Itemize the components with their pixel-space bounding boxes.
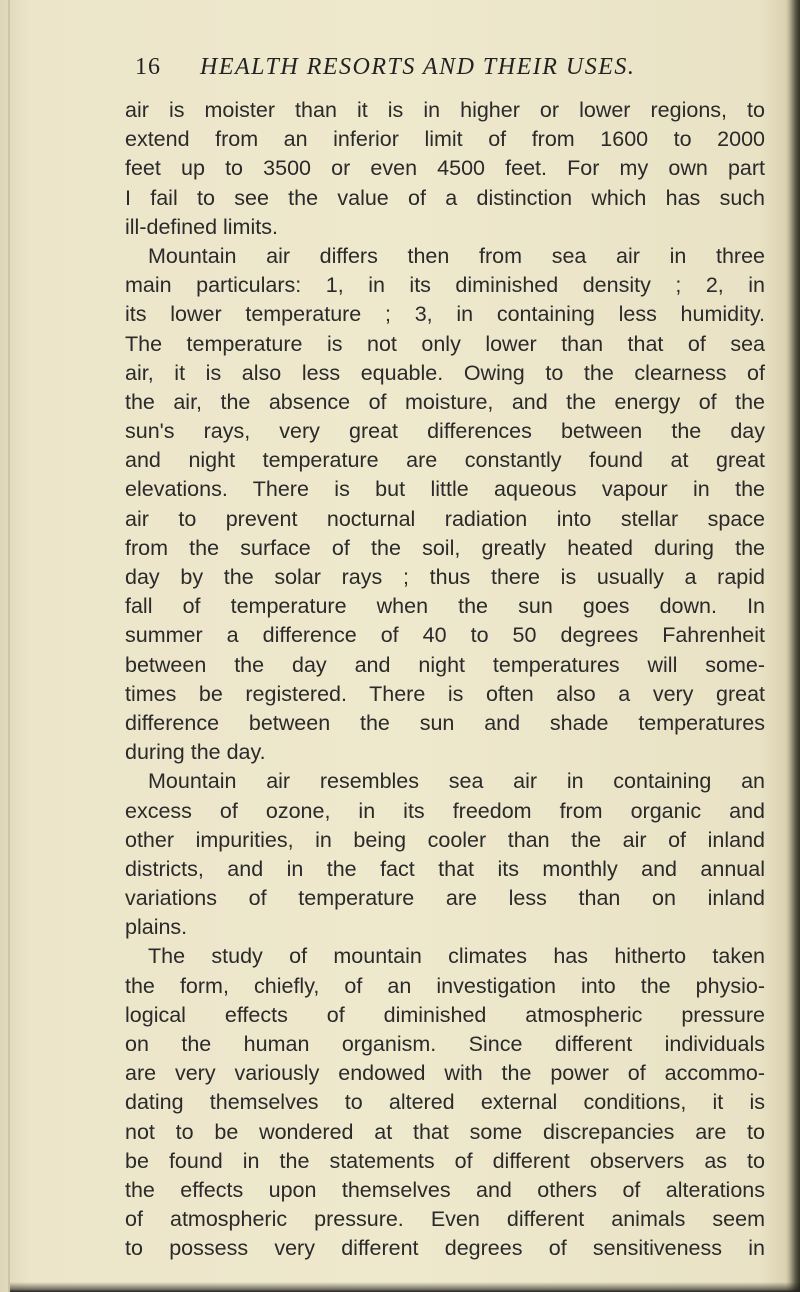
- text-line: air is moister than it is in higher or lower regions, to: [125, 98, 765, 122]
- text-line: Mountain air differs then from sea air in three: [148, 243, 765, 268]
- text-line: main particulars: 1, in its diminished density ; 2, in: [125, 273, 765, 298]
- page-number: 16: [135, 54, 161, 80]
- text-line: day by the solar rays ; thus there is usually a rapid: [125, 565, 765, 589]
- text-line: from the surface of the soil, greatly heated during the: [125, 535, 765, 560]
- text-line: excess of ozone, in its freedom from organic and: [125, 798, 765, 823]
- text-line: air, it is also less equable. Owing to the clearness of: [125, 360, 765, 385]
- text-line: I fail to see the value of a distinction which has such: [125, 185, 765, 210]
- text-line: times be registered. There is often also a very great: [125, 681, 765, 706]
- text-line: difference between the sun and shade temperatures: [125, 710, 765, 735]
- text-line: on the human organism. Since different individuals: [125, 1032, 765, 1056]
- text-line: elevations. There is but little aqueous vapour in the: [125, 477, 765, 502]
- text-line: between the day and night temperatures will some-: [125, 652, 765, 677]
- text-line: be found in the statements of different observers as to: [125, 1148, 765, 1173]
- text-line: summer a difference of 40 to 50 degrees Fahrenheit: [125, 623, 765, 648]
- page-bottom-shadow: [10, 1282, 800, 1292]
- text-line: extend from an inferior limit of from 1600 to 2000: [125, 127, 765, 152]
- text-line: its lower temperature ; 3, in containing less humidity.: [125, 302, 765, 327]
- text-line: of atmospheric pressure. Even different animals seem: [125, 1207, 765, 1232]
- text-line: feet up to 3500 or even 4500 feet. For my own part: [125, 156, 765, 181]
- text-line: to possess very different degrees of sensitiveness in: [125, 1236, 765, 1261]
- page-binding-shadow: [786, 0, 800, 1292]
- text-line: dating themselves to altered external conditions, it is: [125, 1090, 765, 1115]
- text-line: sun's rays, very great differences between the day: [125, 419, 765, 444]
- text-line: districts, and in the fact that its monthly and annual: [125, 856, 765, 881]
- text-line: the form, chiefly, of an investigation into the physio-: [125, 973, 765, 998]
- text-line: variations of temperature are less than on inland: [125, 886, 765, 911]
- text-line: The study of mountain climates has hitherto taken: [148, 944, 765, 969]
- text-line: the effects upon themselves and others of alterations: [125, 1177, 765, 1202]
- page-gutter-edge: [8, 0, 10, 1292]
- text-line: Mountain air resembles sea air in containing an: [148, 769, 765, 794]
- text-line: not to be wondered at that some discrepancies are to: [125, 1119, 765, 1144]
- text-line: are very variously endowed with the power of accommo-: [125, 1061, 765, 1086]
- body-text: [125, 96, 765, 1264]
- text-line: ill-defined limits.: [125, 214, 278, 239]
- text-line: plains.: [125, 915, 188, 940]
- text-line: and night temperature are constantly found at great: [125, 448, 765, 473]
- text-line: other impurities, in being cooler than the air of inland: [125, 827, 765, 852]
- page-header: [0, 54, 800, 86]
- text-line: fall of temperature when the sun goes down. In: [125, 594, 765, 619]
- text-line: during the day.: [125, 740, 266, 765]
- running-head: HEALTH RESORTS AND THEIR USES.: [200, 54, 636, 80]
- text-line: logical effects of diminished atmospheric pressure: [125, 1002, 765, 1027]
- text-line: air to prevent nocturnal radiation into stellar space: [125, 506, 765, 531]
- text-line: The temperature is not only lower than that of sea: [125, 331, 765, 356]
- text-line: the air, the absence of moisture, and the energy of the: [125, 389, 765, 414]
